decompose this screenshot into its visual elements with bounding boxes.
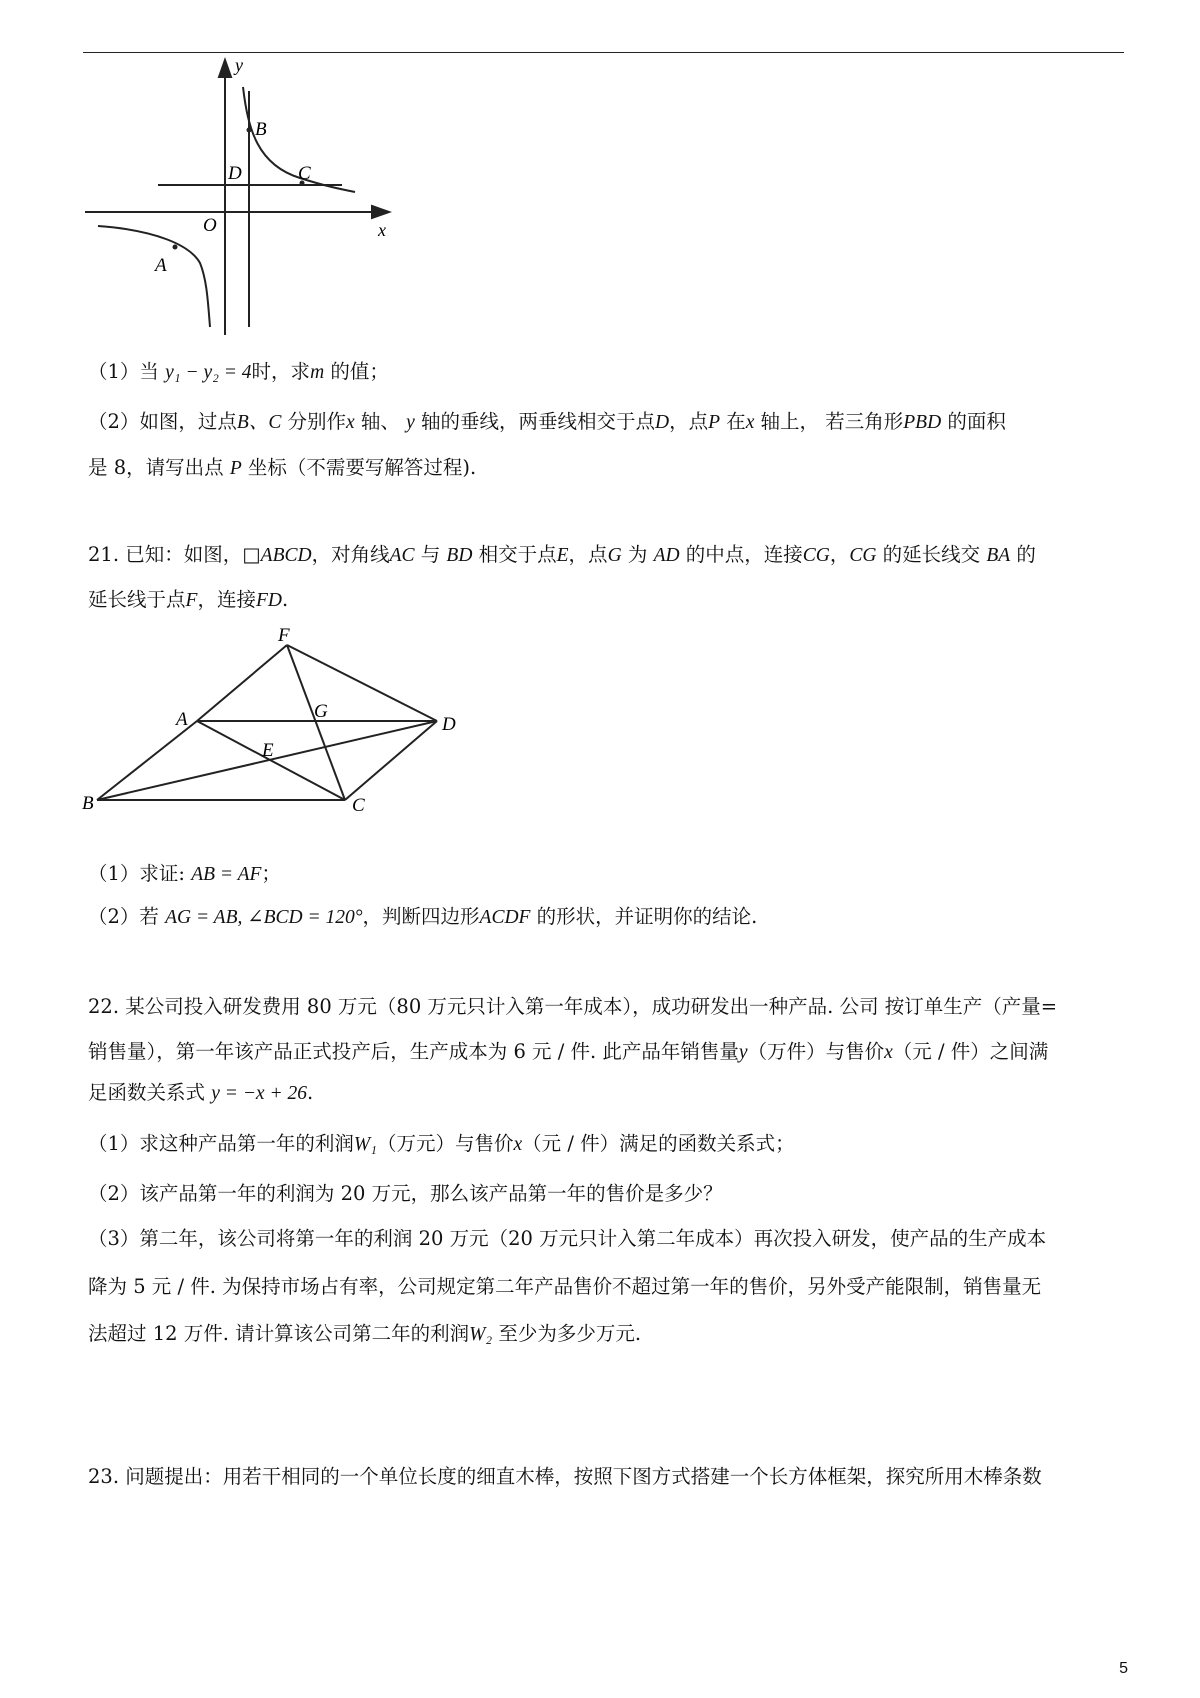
q22-part3-line1: （3）第二年，该公司将第一年的利润 20 万元（20 万元只计入第二年成本）再次投入研发，使产品的生产成本 (88, 1227, 1047, 1250)
label-d: D (442, 714, 456, 735)
segment-fc (287, 645, 345, 800)
q21-part1: （1）求证: AB = AF； (88, 862, 281, 885)
q21-line1: 21. 已知：如图，□ABCD，对角线AC 与 BD 相交于点E，点G 为 AD 的中点，连接CG，CG 的延长线交 BA 的 (88, 543, 1036, 566)
label-b: B (255, 119, 267, 140)
q23-line1: 23. 问题提出：用若干相同的一个单位长度的细直木棒，按照下图方式搭建一个长方体框架，探究所用木棒条数 (88, 1465, 1042, 1488)
q22-line2: 销售量），第一年该产品正式投产后，生产成本为 6 元 / 件. 此产品年销售量y（万件）与售价x（元 / 件）之间满 (88, 1040, 1049, 1063)
q22-part2: （2）该产品第一年的利润为 20 万元，那么该产品第一年的售价是多少？ (88, 1182, 723, 1205)
label-g: G (314, 701, 328, 722)
header-rule (83, 52, 1124, 53)
segment-fd (287, 645, 437, 721)
label-a: A (155, 255, 167, 276)
label-c: C (352, 795, 365, 816)
label-e: E (262, 740, 274, 761)
parallelogram-figure (80, 625, 480, 845)
label-a: A (176, 709, 188, 730)
q22-part3-line2: 降为 5 元 / 件. 为保持市场占有率，公司规定第二年产品售价不超过第一年的售价，另外受产能限制，销售量无 (88, 1275, 1042, 1298)
q22-line3: 足函数关系式 y = −x + 26. (88, 1081, 314, 1104)
page-number: 5 (1119, 1660, 1128, 1677)
label-c: C (298, 163, 311, 184)
q20-part2-line2: 是 8，请写出点 P 坐标（不需要写解答过程). (88, 456, 477, 479)
label-b: B (82, 793, 94, 814)
segment-cd (345, 721, 437, 800)
y-axis-arrow (219, 60, 231, 77)
label-d: D (228, 163, 242, 184)
point-a (173, 245, 178, 250)
q21-part2: （2）若 AG = AB, ∠BCD = 120°，判断四边形ACDF 的形状，并证明你的结论. (88, 905, 758, 928)
label-f: F (278, 625, 290, 646)
label-y: y (235, 55, 243, 75)
q20-part2-line1: （2）如图，过点B、C 分别作x 轴、 y 轴的垂线，两垂线相交于点D，点P 在x 轴上， 若三角形PBD 的面积 (88, 410, 1006, 433)
q22-part3-line3: 法超过 12 万件. 请计算该公司第二年的利润W₂ 至少为多少万元. (88, 1322, 642, 1345)
q22-part1: （1）求这种产品第一年的利润W₁（万元）与售价x（元 / 件）满足的函数关系式； (88, 1132, 795, 1155)
x-axis-arrow (372, 206, 389, 218)
point-b (247, 128, 252, 133)
hyperbola-figure (80, 55, 410, 340)
label-o: O (203, 215, 217, 236)
hyperbola-left-branch (98, 226, 210, 327)
segment-af (197, 645, 287, 721)
q22-line1: 22. 某公司投入研发费用 80 万元（80 万元只计入第一年成本），成功研发出一种产品. 公司 按订单生产（产量= (88, 995, 1058, 1018)
q20-part1: （1）当 y₁ − y₂ = 4时，求m 的值； (88, 360, 389, 383)
label-x: x (378, 220, 386, 240)
q21-line2: 延长线于点F，连接FD. (88, 588, 289, 611)
